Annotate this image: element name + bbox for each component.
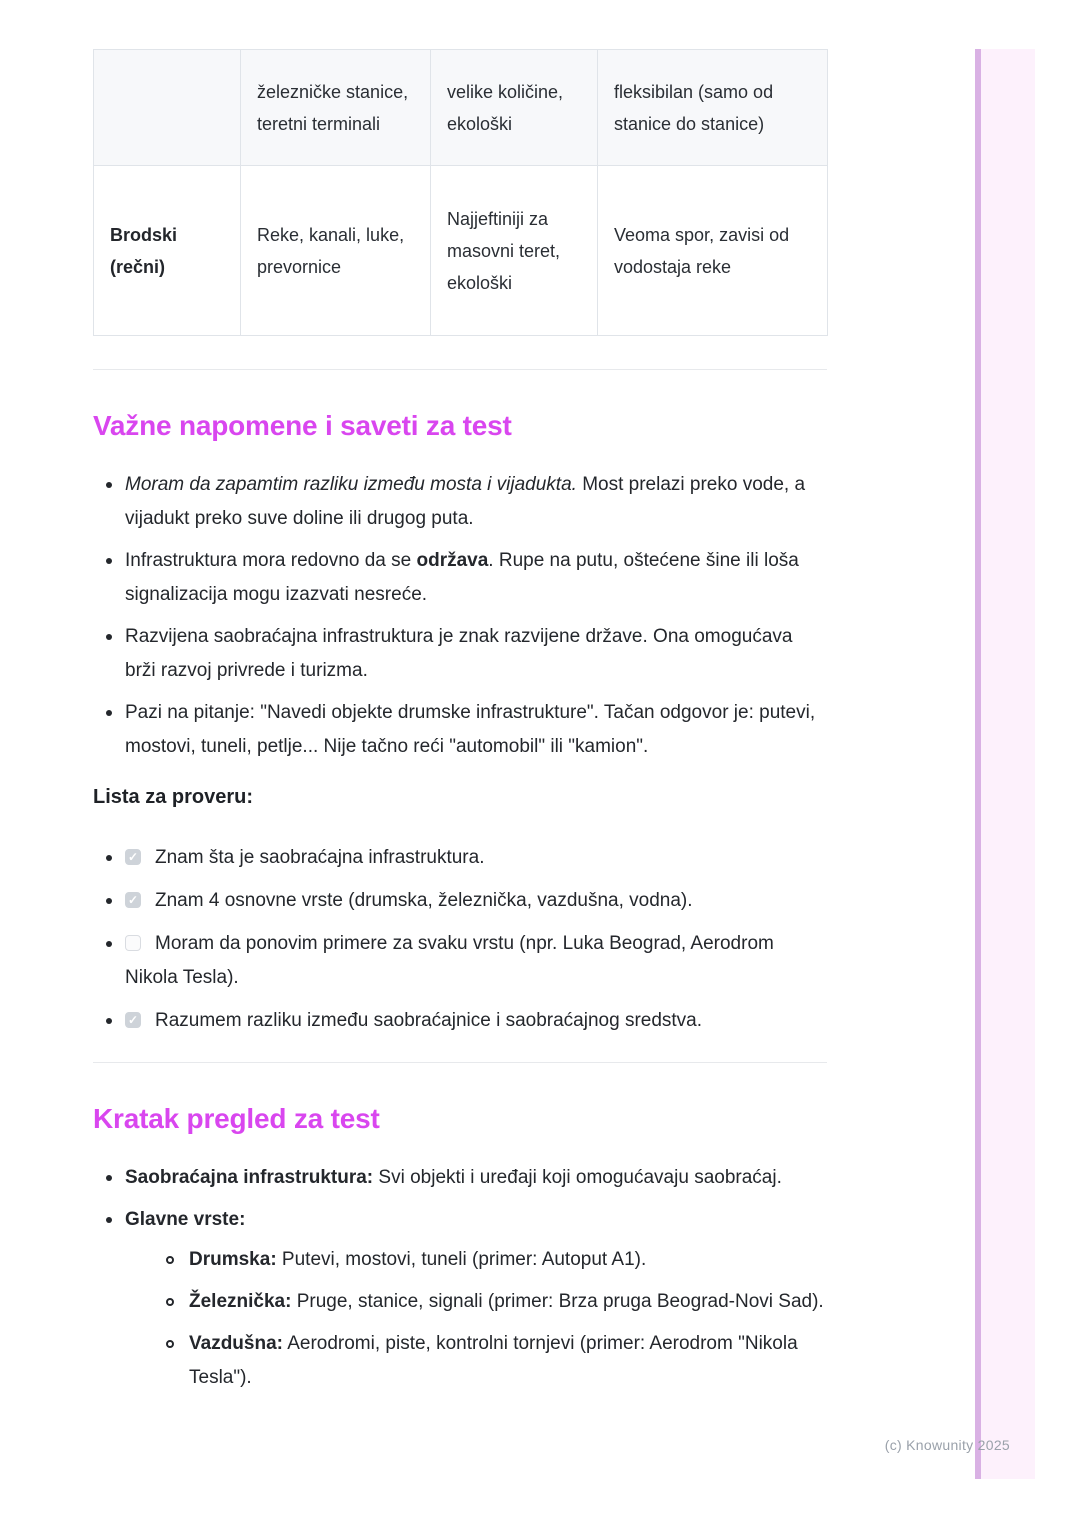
- list-item: [93, 544, 827, 612]
- checklist-heading: Lista za proveru:: [93, 786, 254, 808]
- page-edge-line: [975, 49, 981, 1479]
- bullet-icon: [106, 710, 112, 716]
- table-cell: Reke, kanali, luke, prevornice: [241, 166, 431, 336]
- list-item: [93, 1203, 827, 1395]
- transport-modes-table: [93, 49, 828, 336]
- summary-list: [93, 1161, 827, 1395]
- sub-list-item: [157, 1327, 827, 1395]
- table-cell: Najjeftiniji za masovni teret, ekološki: [431, 166, 598, 336]
- section-divider: [93, 369, 827, 370]
- table-cell: železničke stanice, teretni terminali: [241, 50, 431, 166]
- table-row-header: Brodski (rečni): [94, 166, 241, 336]
- table-cell: Veoma spor, zavisi od vodostaja reke: [598, 166, 828, 336]
- checklist-item-label: Razumem razliku između saobraćajnice i saobraćajnog sredstva.: [155, 1010, 703, 1031]
- checklist-item-label: Znam šta je saobraćajna infrastruktura.: [155, 847, 485, 868]
- circle-bullet-icon: [166, 1298, 174, 1306]
- sub-list-item: [157, 1285, 827, 1319]
- table-cell: velike količine, ekološki: [431, 50, 598, 166]
- circle-bullet-icon: [166, 1256, 174, 1264]
- table-cell: [94, 50, 241, 166]
- checklist-item-label: Moram da ponovim primere za svaku vrstu (npr. Luka Beograd, Aerodrom Nikola Tesla).: [125, 933, 774, 988]
- list-item: [93, 696, 827, 764]
- table-row: [94, 166, 828, 336]
- bullet-icon: [106, 1018, 112, 1024]
- list-item-text: Moram da zapamtim razliku između mosta i vijadukta. Most prelazi preko vode, a vijadukt preko suve doline ili drugog puta.: [125, 474, 806, 529]
- list-item: [93, 468, 827, 536]
- section-heading-summary: Kratak pregled za test: [93, 1103, 380, 1134]
- checklist-item: [93, 884, 827, 918]
- list-item-text: Drumska: Putevi, mostovi, tuneli (primer: Autoput A1).: [189, 1249, 647, 1270]
- checklist-item-label: Znam 4 osnovne vrste (drumska, železnička, vazdušna, vodna).: [155, 890, 693, 911]
- section-heading-notes: Važne napomene i saveti za test: [93, 410, 512, 441]
- list-item-text: Infrastruktura mora redovno da se održava. Rupe na putu, oštećene šine ili loša signalizacija mogu izazvati nesreće.: [125, 550, 799, 605]
- bullet-icon: [106, 1175, 112, 1181]
- checklist-item: [93, 927, 827, 995]
- table-cell: fleksibilan (samo od stanice do stanice): [598, 50, 828, 166]
- list-item-text: Vazdušna: Aerodromi, piste, kontrolni tornjevi (primer: Aerodrom "Nikola Tesla").: [189, 1333, 798, 1388]
- table-row: [94, 50, 828, 166]
- summary-sublist: [157, 1243, 827, 1395]
- checkbox[interactable]: [125, 849, 141, 865]
- checkbox[interactable]: [125, 1012, 141, 1028]
- list-item: [93, 1161, 827, 1195]
- list-item-text: Glavne vrste:: [125, 1209, 246, 1230]
- circle-bullet-icon: [166, 1340, 174, 1348]
- checkbox[interactable]: [125, 935, 141, 951]
- list-item-text: Razvijena saobraćajna infrastruktura je znak razvijene države. Ona omogućava brži razvoj privrede i turizma.: [125, 626, 793, 681]
- checklist-item: [93, 841, 827, 875]
- section-divider: [93, 1062, 827, 1063]
- bullet-icon: [106, 898, 112, 904]
- document-content: [93, 49, 827, 1395]
- list-item: [93, 620, 827, 688]
- notes-list: [93, 468, 827, 764]
- bullet-icon: [106, 1217, 112, 1223]
- bullet-icon: [106, 855, 112, 861]
- list-item-text: Pazi na pitanje: "Navedi objekte drumske infrastrukture". Tačan odgovor je: putevi, mostovi, tuneli, petlje... Nije tačno reći "automobil" ili "kamion".: [125, 702, 816, 757]
- bullet-icon: [106, 482, 112, 488]
- bullet-icon: [106, 558, 112, 564]
- sub-list-item: [157, 1243, 827, 1277]
- checkbox[interactable]: [125, 892, 141, 908]
- checklist: [93, 841, 827, 1038]
- copyright: (c) Knowunity 2025: [884, 1437, 1010, 1453]
- page-edge-strip: [981, 49, 1035, 1479]
- list-item-text: Železnička: Pruge, stanice, signali (primer: Brza pruga Beograd-Novi Sad).: [189, 1291, 824, 1312]
- list-item-text: Saobraćajna infrastruktura: Svi objekti i uređaji koji omogućavaju saobraćaj.: [125, 1167, 782, 1188]
- checklist-item: [93, 1004, 827, 1038]
- bullet-icon: [106, 941, 112, 947]
- bullet-icon: [106, 634, 112, 640]
